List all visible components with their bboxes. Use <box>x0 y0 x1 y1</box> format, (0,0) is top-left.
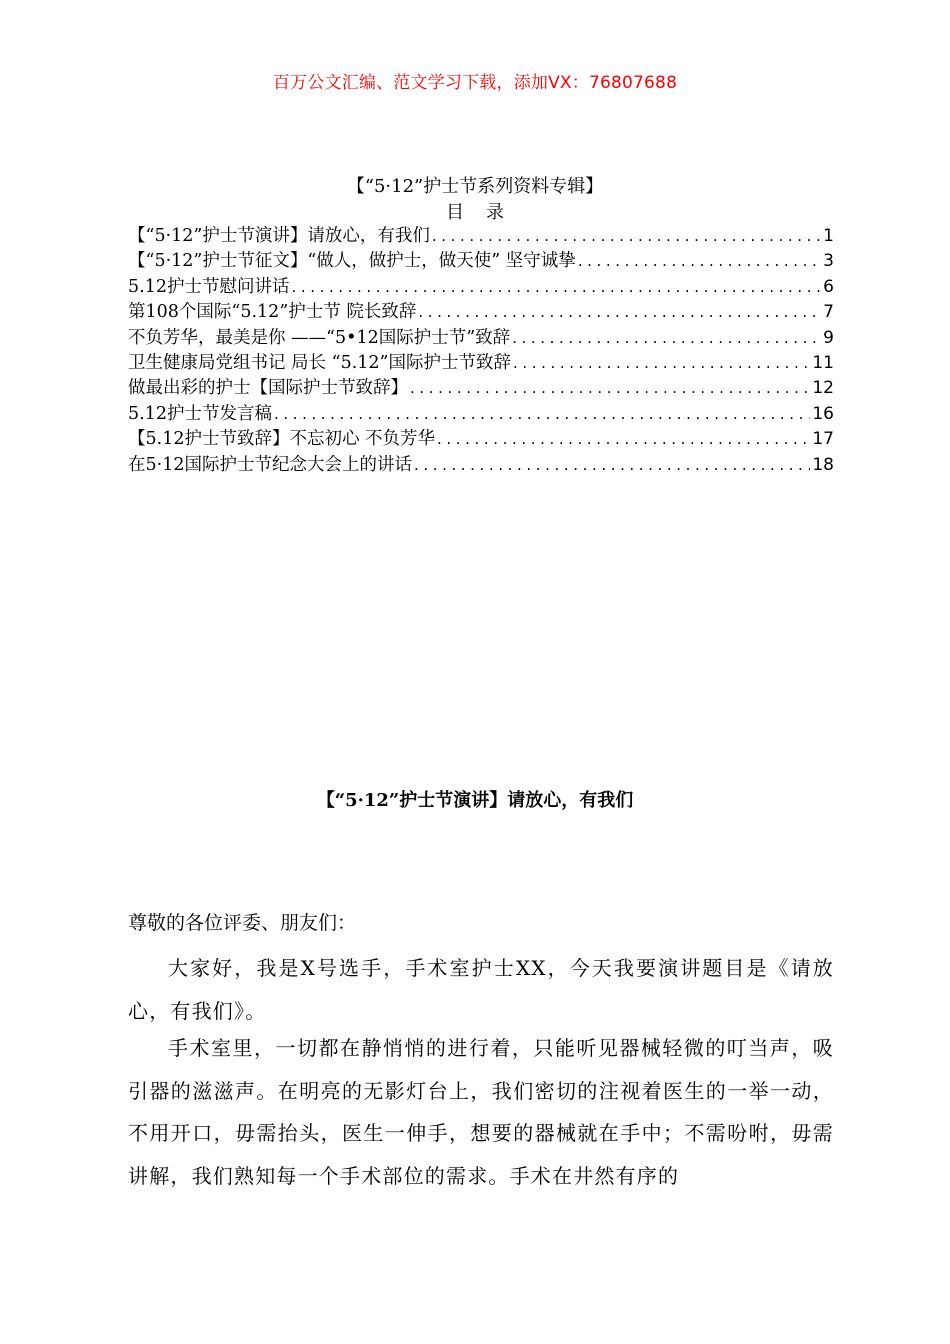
toc-heading: 目录 <box>446 202 526 223</box>
toc-entry[interactable] <box>128 275 834 300</box>
toc-entry-page: 11 <box>812 352 834 373</box>
toc-entry-title[interactable]: 【5.12护士节致辞】不忘初心 不负芳华 <box>128 429 436 450</box>
toc-entry-page: 6 <box>823 276 834 297</box>
toc-entry[interactable] <box>128 249 834 274</box>
article-paragraph: 大家好，我是X号选手，手术室护士XX，今天我要演讲题目是《请放心，有我们》。 <box>128 956 834 1023</box>
toc-leader-dots <box>418 300 821 325</box>
toc-entry[interactable] <box>128 427 834 452</box>
table-of-contents <box>128 224 834 478</box>
toc-leader-dots <box>512 326 821 351</box>
toc-entry-title[interactable]: 5.12护士节慰问讲话 <box>128 276 290 297</box>
toc-entry[interactable] <box>128 224 834 249</box>
article-paragraph: 手术室里，一切都在静悄悄的进行着，只能听见器械轻微的叮当声，吸引器的滋滋声。在明亮的无影灯台上，我们密切的注视着医生的一举一动，不用开口，毋需抬头，医生一伸手，想要的器械就在手中；不需吩咐，毋需讲解，我们熟知每一个手术部位的需求。手术在井然有序的 <box>128 1036 834 1188</box>
toc-entry[interactable] <box>128 351 834 376</box>
toc-entry[interactable] <box>128 300 834 325</box>
toc-entry[interactable] <box>128 453 834 478</box>
toc-entry-page: 9 <box>823 327 834 348</box>
toc-entry-title[interactable]: 5.12护士节发言稿 <box>128 403 272 424</box>
toc-entry[interactable] <box>128 402 834 427</box>
toc-entry[interactable] <box>128 376 834 401</box>
toc-leader-dots <box>513 351 810 376</box>
toc-leader-dots <box>578 249 821 274</box>
toc-leader-dots <box>291 275 821 300</box>
toc-entry-page: 17 <box>812 429 834 450</box>
toc-entry-page: 16 <box>812 403 834 424</box>
toc-entry-page: 3 <box>823 251 834 272</box>
watermark-banner: 百万公文汇编、范文学习下载，添加VX：76807688 <box>272 73 678 93</box>
toc-entry-title[interactable]: 做最出彩的护士【国际护士节致辞】 <box>128 378 408 399</box>
toc-entry-title[interactable]: 卫生健康局党组书记 局长 “5.12”国际护士节致辞 <box>128 352 511 373</box>
toc-leader-dots <box>274 402 810 427</box>
toc-entry-page: 18 <box>812 454 834 475</box>
toc-entry[interactable] <box>128 326 834 351</box>
toc-leader-dots <box>437 427 810 452</box>
toc-entry-title[interactable]: 【“5·12”护士节演讲】请放心，有我们 <box>128 226 430 246</box>
article-salutation: 尊敬的各位评委、朋友们： <box>128 912 357 934</box>
toc-entry-page: 12 <box>812 378 834 399</box>
toc-leader-dots <box>414 453 810 478</box>
article-title: 【“5·12”护士节演讲】请放心，有我们 <box>316 790 634 811</box>
toc-entry-page: 7 <box>823 302 834 323</box>
toc-entry-title[interactable]: 第108个国际“5.12”护士节 院长致辞 <box>128 302 417 323</box>
toc-collection-title: 【“5·12”护士节系列资料专辑】 <box>346 176 604 197</box>
toc-entry-page: 1 <box>823 226 834 246</box>
toc-leader-dots <box>432 224 821 249</box>
toc-entry-title[interactable]: 不负芳华，最美是你 ——“5•12国际护士节”致辞 <box>128 327 511 348</box>
toc-entry-title[interactable]: 【“5·12”护士节征文】“做人，做护士，做天使” 坚守诚挚 <box>128 251 576 272</box>
toc-leader-dots <box>410 376 810 401</box>
toc-entry-title[interactable]: 在5·12国际护士节纪念大会上的讲话 <box>128 454 412 475</box>
